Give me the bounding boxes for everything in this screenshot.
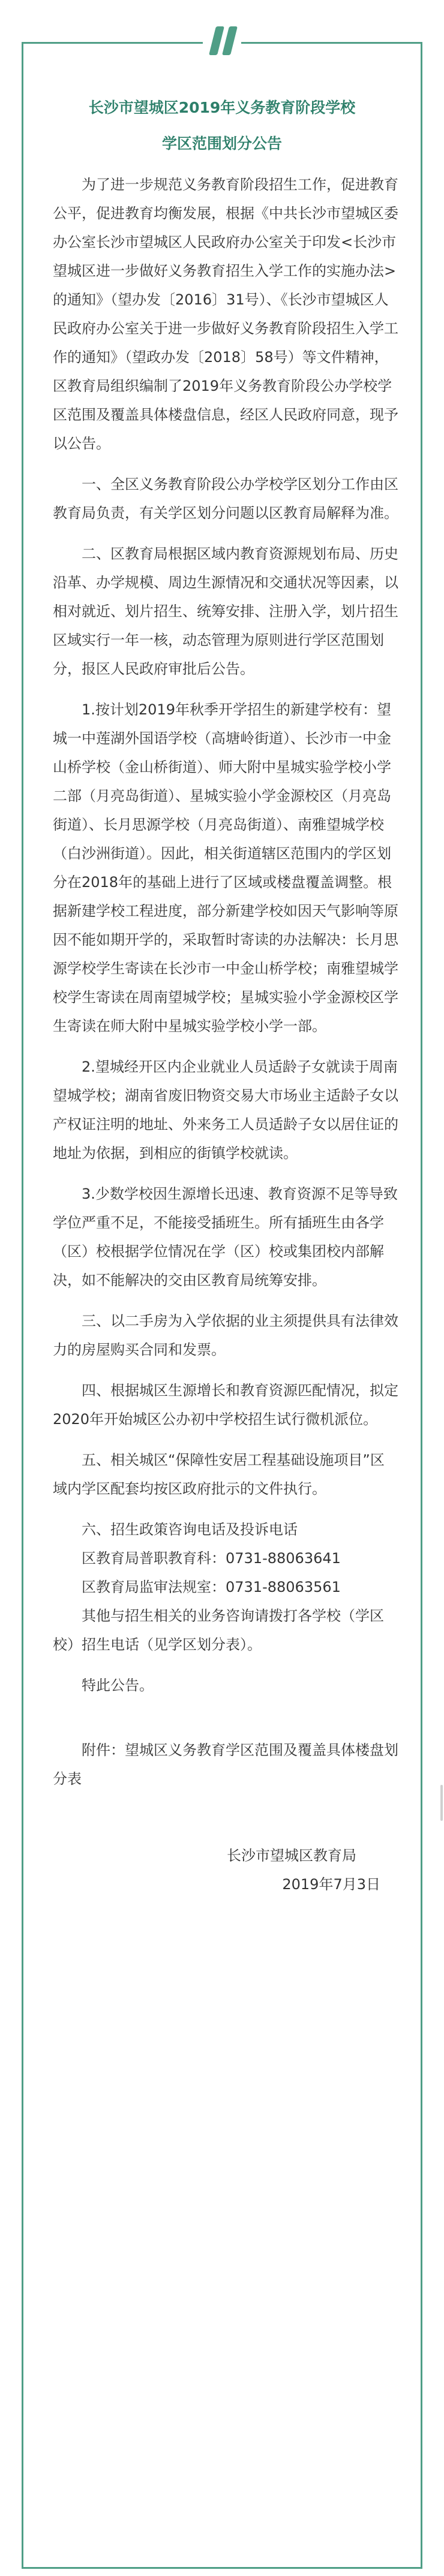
contact-line-vocational: 区教育局普职教育科：0731-88063641 bbox=[82, 1550, 341, 1567]
paragraph-item-2: 2.望城经开区内企业就业人员适龄子女就读于周南望城学校；湖南省废旧物资交易大市场业主适龄子女以产权证注明的地址、外来务工人员适龄子女以居住证的地址为依据，到相应的街镇学校就读。 bbox=[53, 1058, 398, 1162]
attachment-note: 附件：望城区义务教育学区范围及覆盖具体楼盘划分表 bbox=[53, 1742, 398, 1787]
paragraph-section-3: 三、以二手房为入学依据的业主须提供具有法律效力的房屋购买合同和发票。 bbox=[53, 1313, 398, 1358]
closing-line: 特此公告。 bbox=[82, 1677, 154, 1694]
title-line-1: 长沙市望城区2019年义务教育阶段学校 bbox=[88, 99, 356, 116]
paragraph-item-1: 1.按计划2019年秋季开学招生的新建学校有：望城一中莲湖外国语学校（高塘岭街道）、长沙市一中金山桥学校（金山桥街道）、师大附中星城实验学校小学二部（月亮岛街道）、星城实验小学金源校区（月亮岛街道）、长月思源学校（月亮岛街道）、南雅望城学校（白沙洲街道）。因此，相关街道辖区范围内的学区划分在2018年的基础上进行了区域或楼盘覆盖调整。根据新建学校工程进度，部分新建学校如因天气影响等原因不能如期开学的，采取暂时寄读的办法解决：长月思源学校学生寄读在长沙市一中金山桥学校；南雅望城学校学生寄读在周南望城学校；星城实验小学金源校区学生寄读在师大附中星城实验学校小学一部。 bbox=[53, 701, 398, 1034]
scrollbar-thumb[interactable] bbox=[440, 1785, 443, 1821]
other-contact-note: 其他与招生相关的业务咨询请拨打各学校（学区校）招生电话（见学区划分表）。 bbox=[53, 1607, 384, 1653]
paragraph-section-5: 五、相关城区“保障性安居工程基础设施项目”区域内学区配套均按区政府批示的文件执行。 bbox=[53, 1452, 385, 1497]
announcement-body bbox=[53, 90, 408, 1899]
paragraph-section-2: 二、区教育局根据区域内教育资源规划布局、历史沿革、办学规模、周边生源情况和交通状况等因素，以相对就近、划片招生、统筹安排、注册入学，划片招生区域实行一年一核，动态管理为原则进行学区范围划分，报区人民政府审批后公告。 bbox=[53, 545, 398, 677]
quote-mark-right-stroke bbox=[222, 26, 238, 55]
contact-heading: 六、招生政策咨询电话及投诉电话 bbox=[82, 1521, 298, 1538]
paragraph-intro: 为了进一步规范义务教育阶段招生工作，促进教育公平，促进教育均衡发展，根据《中共长沙市望城区委办公室长沙市望城区人民政府办公室关于印发<长沙市望城区进一步做好义务教育招生入学工作的实施办法>的通知》（望办发〔2016〕31号）、《长沙市望城区人民政府办公室关于进一步做好义务教育阶段招生入学工作的通知》（望政办发〔2018〕58号）等文件精神，区教育局组织编制了2019年义务教育阶段公办学校学区范围及覆盖具体楼盘信息，经区人民政府同意，现予以公告。 bbox=[53, 176, 398, 452]
issue-date: 2019年7月3日 bbox=[282, 1876, 380, 1893]
paragraph-section-1: 一、全区义务教育阶段公办学校学区划分工作由区教育局负责，有关学区划分问题以区教育局解释为准。 bbox=[53, 476, 398, 521]
title-line-2: 学区范围划分公告 bbox=[161, 135, 282, 152]
paragraph-section-4: 四、根据城区生源增长和教育资源匹配情况，拟定2020年开始城区公办初中学校招生试行微机派位。 bbox=[53, 1382, 398, 1428]
paragraph-item-3: 3.少数学校因生源增长迅速、教育资源不足等导致学位严重不足，不能接受插班生。所有插班生由各学（区）校根据学位情况在学（区）校或集团校内部解决，如不能解决的交由区教育局统筹安排。 bbox=[53, 1186, 398, 1289]
signer: 长沙市望城区教育局 bbox=[227, 1847, 356, 1864]
announcement-title bbox=[53, 90, 408, 162]
quote-mark-icon bbox=[203, 22, 241, 60]
contact-line-supervision: 区教育局监审法规室：0731-88063561 bbox=[82, 1579, 341, 1595]
quote-mark-left-stroke bbox=[209, 26, 224, 55]
